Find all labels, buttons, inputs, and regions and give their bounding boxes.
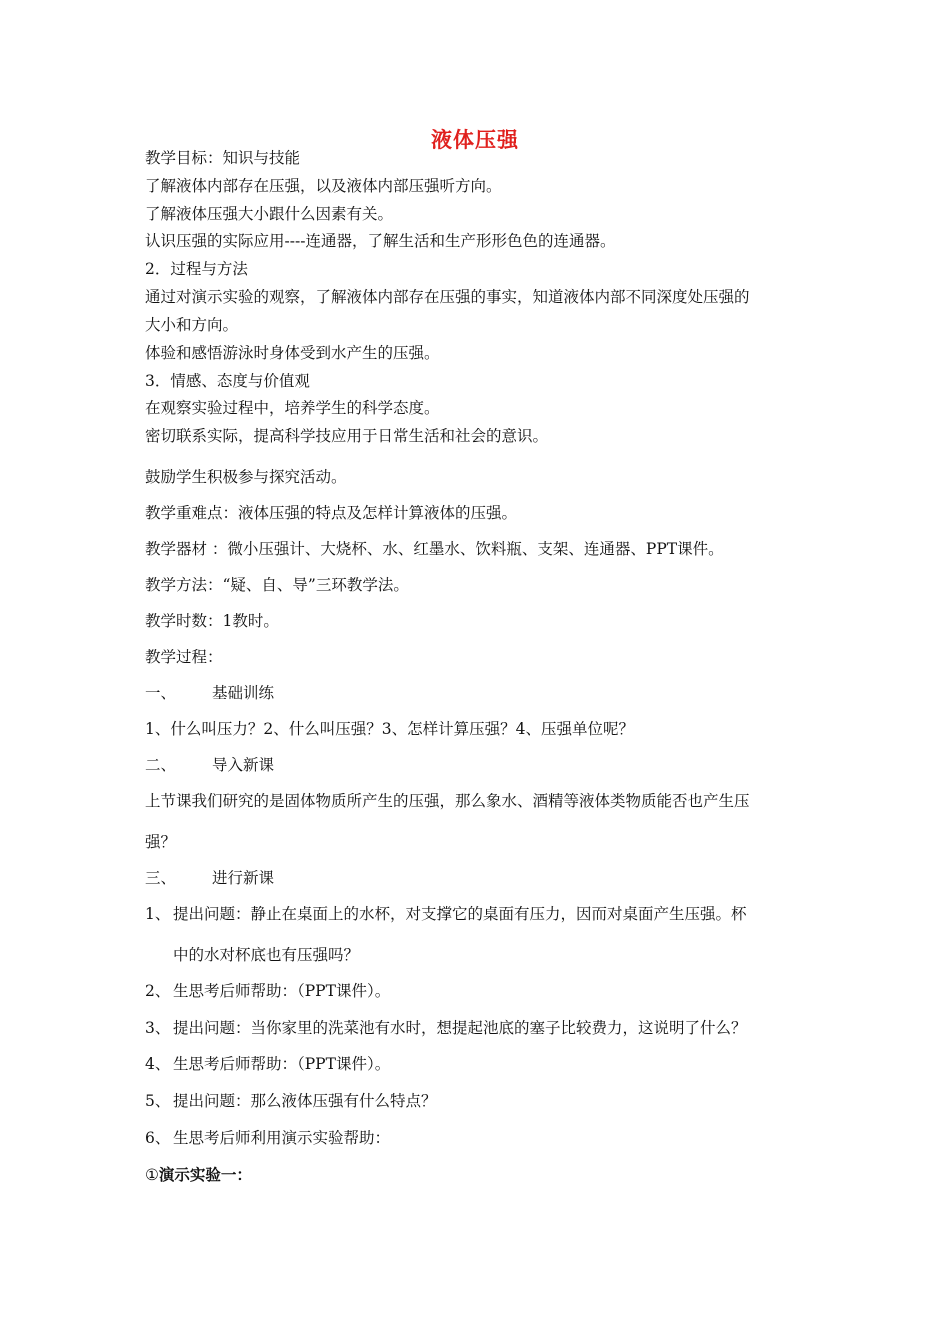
intro-text-a: 上节课我们研究的是固体物质所产生的压强，那么象水、酒精等液体类物质能否也产生压 [145,792,750,810]
list-item [145,904,747,924]
attitude-2: 密切联系实际，提高科学技应用于日常生活和社会的意识。 [145,427,549,445]
step-number: 3、 [145,1019,171,1037]
demo-marker: ① [145,1166,159,1184]
list-item [145,1018,747,1038]
list-item [145,945,359,965]
section-label: 基础训练 [212,684,275,702]
step-number: 2、 [145,982,171,1000]
list-item [145,1054,390,1074]
process-method-1b: 大小和方向。 [145,316,239,334]
list-item [145,1091,437,1111]
step-text: 提出问题：当你家里的洗菜池有水时，想提起池底的塞子比较费力，这说明了什么？ [173,1019,747,1037]
section-heading [145,868,274,888]
basic-questions: 1、什么叫压力？2、什么叫压强？3、怎样计算压强？4、压强单位呢？ [145,720,634,738]
objective-knowledge-1: 了解液体内部存在压强，以及液体内部压强听方向。 [145,177,502,195]
attitude-1: 在观察实验过程中，培养学生的科学态度。 [145,399,440,417]
section-heading [145,755,274,775]
demo-label: 演示实验一： [158,1165,252,1184]
step-number: 4、 [145,1055,171,1073]
section-number: 三、 [145,869,177,887]
step-text: 提出问题：静止在桌面上的水杯，对支撑它的桌面有压力，因而对桌面产生压强。杯 [173,905,747,923]
step-text: 生思考后师帮助：（PPT课件）。 [173,982,391,1000]
section-label: 进行新课 [212,869,275,887]
objectives-heading: 教学目标：知识与技能 [145,149,301,167]
step-text: 生思考后师利用演示实验帮助： [173,1129,391,1147]
page-title: 液体压强 [431,128,519,152]
demo-heading [145,1165,252,1185]
intro-text-b: 强？ [145,833,177,851]
step-number: 1、 [145,905,171,923]
materials: 教学器材 ：微小压强计、大烧杯、水、红墨水、饮料瓶、支架、连通器、PPT课件。 [145,540,724,558]
step-number: 6、 [145,1129,171,1147]
process-method-heading: 2．过程与方法 [145,260,248,278]
step-number: 5、 [145,1092,171,1110]
teaching-process: 教学过程： [145,648,223,666]
attitude-3: 鼓励学生积极参与探究活动。 [145,468,347,486]
section-heading [145,683,274,703]
list-item [145,1128,390,1148]
step-text: 提出问题：那么液体压强有什么特点？ [173,1092,437,1110]
teaching-method: 教学方法：“疑、自、导”三环教学法。 [145,576,409,594]
key-points: 教学重难点：液体压强的特点及怎样计算液体的压强。 [145,504,518,522]
process-method-2: 体验和感悟游泳时身体受到水产生的压强。 [145,344,440,362]
section-label: 导入新课 [212,756,275,774]
list-item [145,981,390,1001]
objective-knowledge-2: 了解液体压强大小跟什么因素有关。 [145,205,394,223]
section-number: 二、 [145,756,177,774]
teaching-hours: 教学时数：1教时。 [145,612,279,630]
process-method-1a: 通过对演示实验的观察，了解液体内部存在压强的事实，知道液体内部不同深度处压强的 [145,288,750,306]
step-text: 中的水对杯底也有压强吗？ [173,946,360,964]
objective-knowledge-3: 认识压强的实际应用----连通器，了解生活和生产形形色色的连通器。 [145,232,616,250]
section-number: 一、 [145,684,177,702]
attitude-heading: 3．情感、态度与价值观 [145,372,310,390]
step-text: 生思考后师帮助：（PPT课件）。 [173,1055,391,1073]
